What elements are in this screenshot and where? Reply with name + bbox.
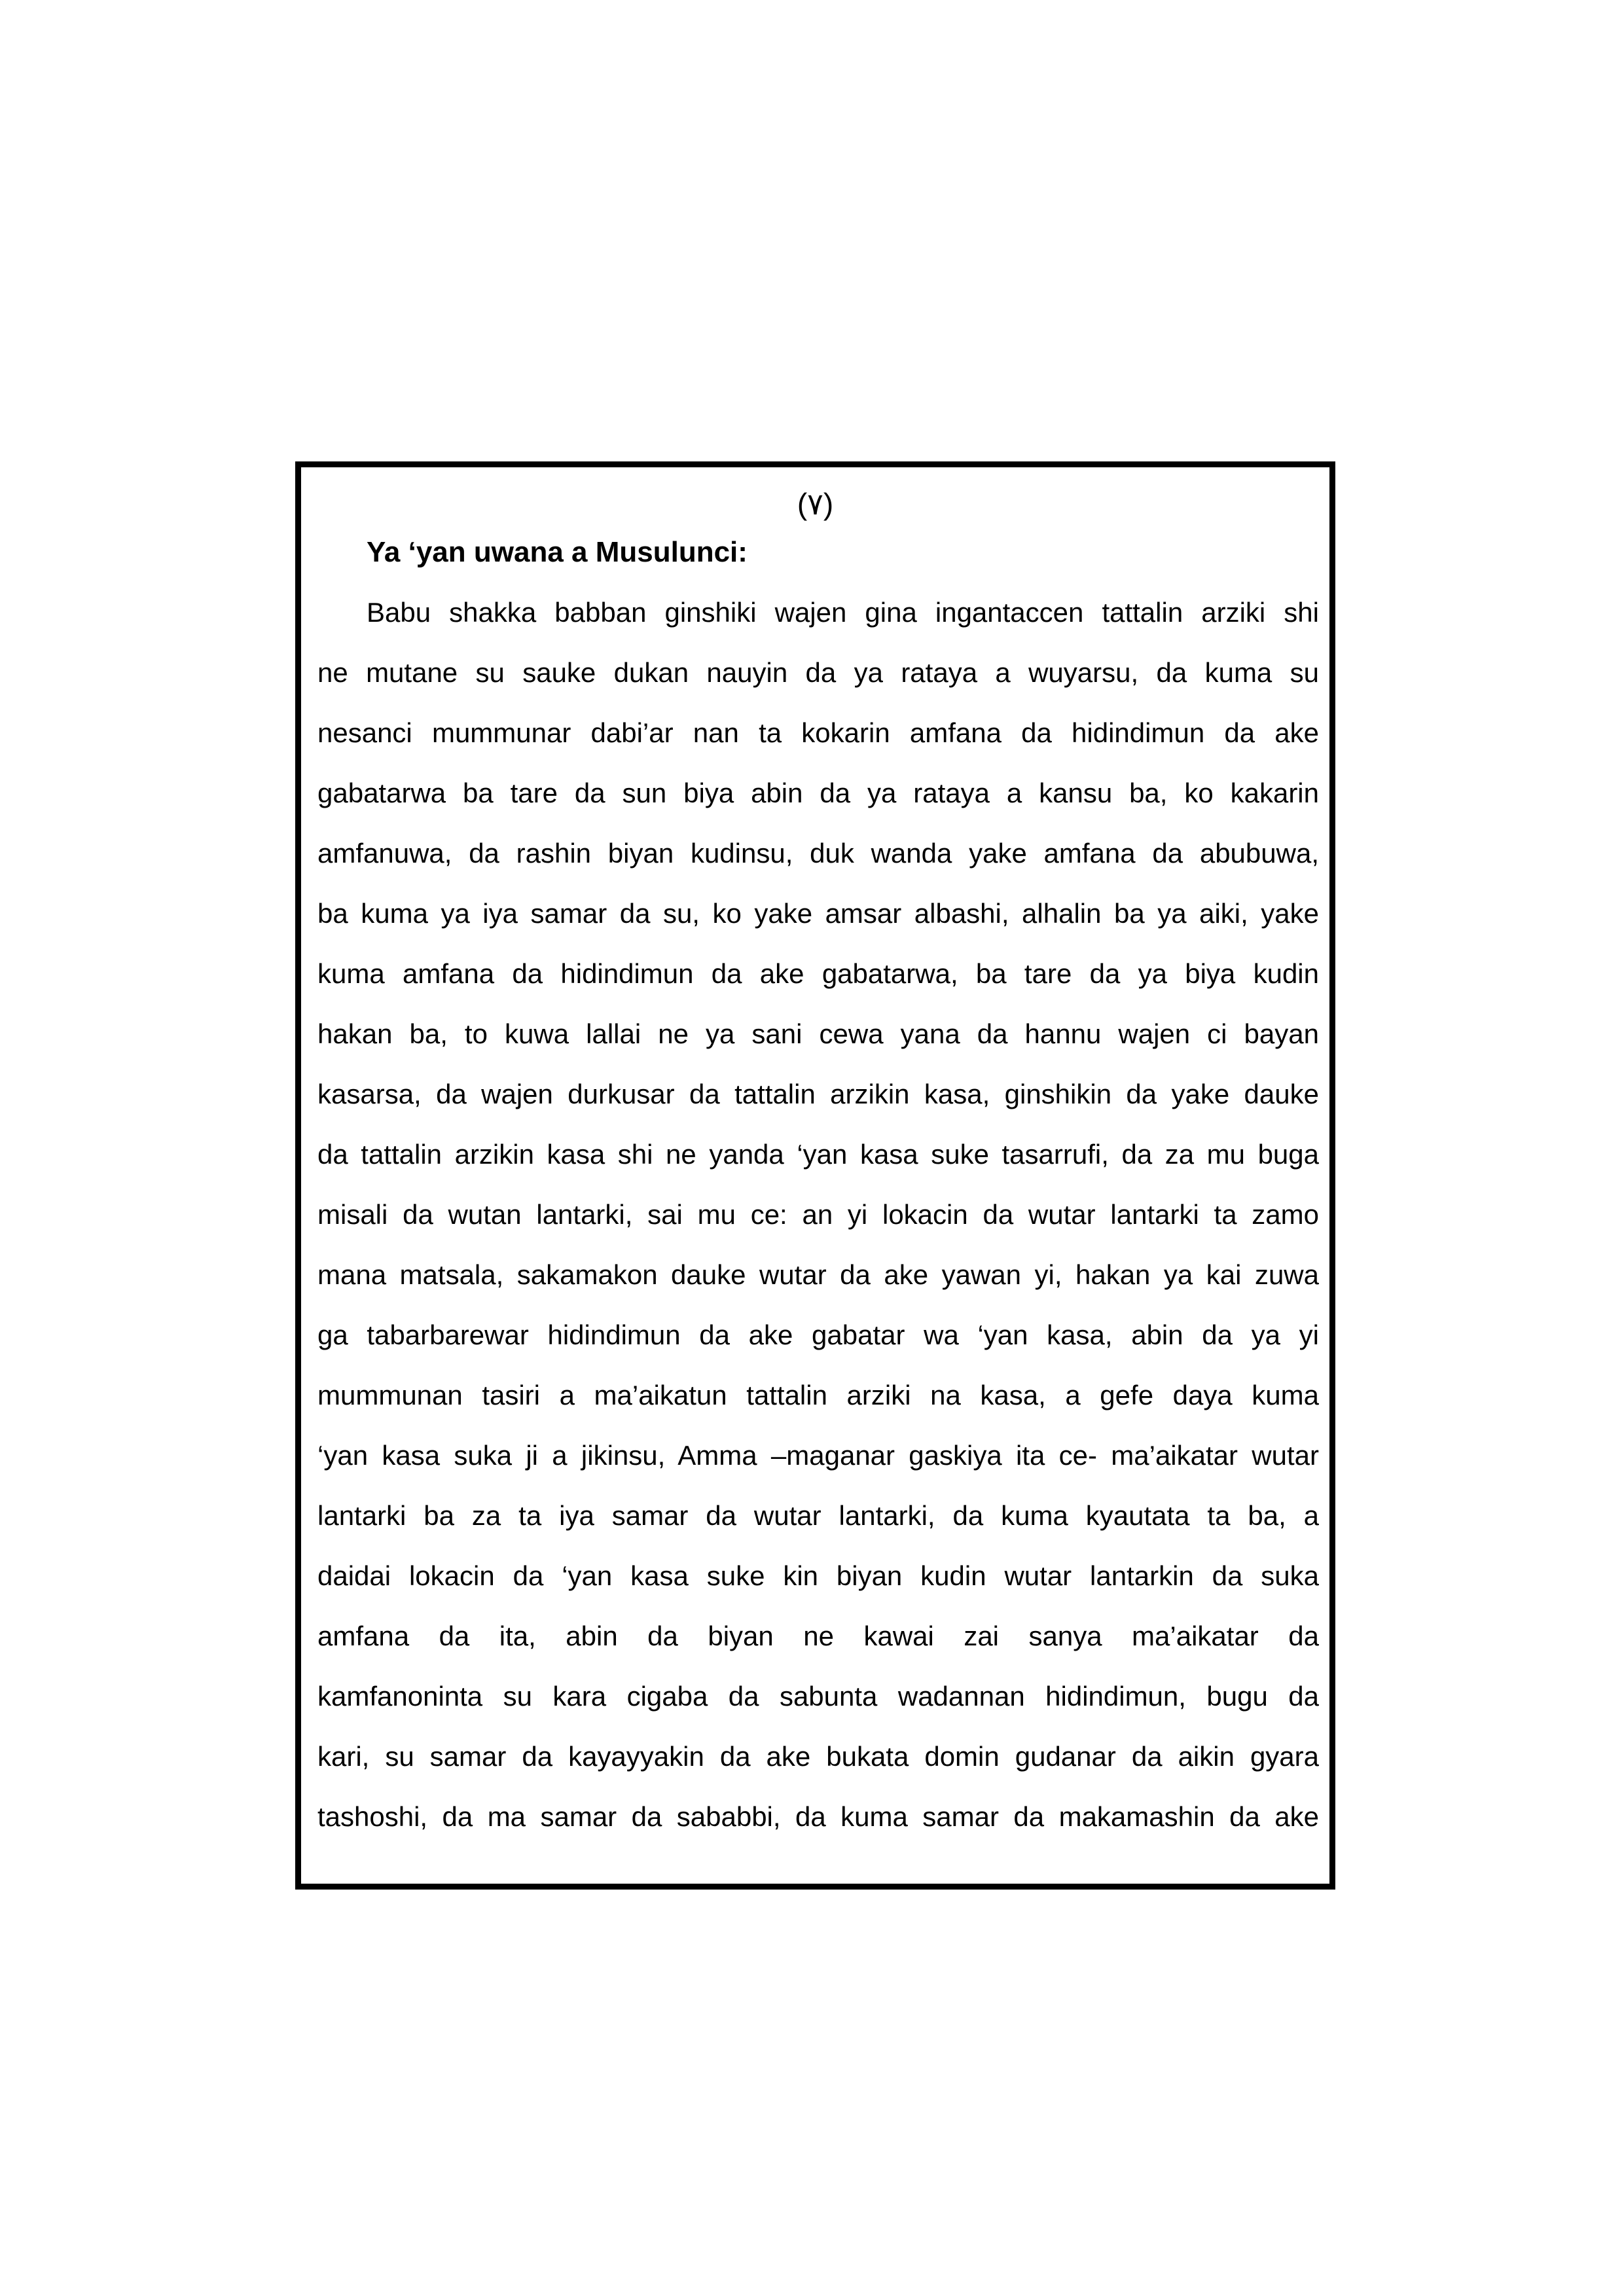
paragraph-line: mummunan tasiri a ma’aikatun tattalin arziki na kasa, a gefe daya kuma xyxy=(317,1380,1319,1410)
paragraph-line: kari, su samar da kayayyakin da ake bukata domin gudanar da aikin gyara xyxy=(317,1741,1319,1772)
paragraph-line: da tattalin arzikin kasa shi ne yanda ‘yan kasa suke tasarrufi, da za mu buga xyxy=(317,1139,1319,1170)
section-heading: Ya ‘yan uwana a Musulunci: xyxy=(367,536,748,568)
paragraph-line: hakan ba, to kuwa lallai ne ya sani cewa yana da hannu wajen ci bayan xyxy=(317,1018,1319,1049)
paragraph-line: misali da wutan lantarki, sai mu ce: an yi lokacin da wutar lantarki ta zamo xyxy=(317,1199,1319,1230)
page-frame xyxy=(295,461,1335,1890)
paragraph-line: kasarsa, da wajen durkusar da tattalin arzikin kasa, ginshikin da yake dauke xyxy=(317,1079,1319,1109)
paragraph-line: ‘yan kasa suka ji a jikinsu, Amma –maganar gaskiya ita ce- ma’aikatar wutar xyxy=(317,1440,1319,1471)
paragraph-line: tashoshi, da ma samar da sababbi, da kuma samar da makamashin da ake xyxy=(317,1801,1319,1832)
paragraph-line: mana matsala, sakamakon dauke wutar da ake yawan yi, hakan ya kai zuwa xyxy=(317,1259,1319,1290)
paragraph-line: kuma amfana da hidindimun da ake gabatarwa, ba tare da ya biya kudin xyxy=(317,958,1319,989)
paragraph-line: daidai lokacin da ‘yan kasa suke kin biyan kudin wutar lantarkin da suka xyxy=(317,1560,1319,1591)
paragraph-line: ba kuma ya iya samar da su, ko yake amsar albashi, alhalin ba ya aiki, yake xyxy=(317,898,1319,929)
paragraph-line: nesanci mummunar dabi’ar nan ta kokarin amfana da hidindimun da ake xyxy=(317,717,1319,748)
paragraph-line: kamfanoninta su kara cigaba da sabunta wadannan hidindimun, bugu da xyxy=(317,1681,1319,1712)
paragraph-line: amfana da ita, abin da biyan ne kawai zai sanya ma’aikatar da xyxy=(317,1621,1319,1651)
paragraph-line: Babu shakka babban ginshiki wajen gina ingantaccen tattalin arziki shi xyxy=(367,597,1319,628)
page-number: (٧) xyxy=(797,487,834,521)
body-paragraph xyxy=(317,593,1319,1857)
paragraph-line: ga tabarbarewar hidindimun da ake gabatar wa ‘yan kasa, abin da ya yi xyxy=(317,1319,1319,1350)
paragraph-line: ne mutane su sauke dukan nauyin da ya rataya a wuyarsu, da kuma su xyxy=(317,657,1319,688)
paragraph-line: amfanuwa, da rashin biyan kudinsu, duk wanda yake amfana da abubuwa, xyxy=(317,838,1319,869)
paragraph-line: gabatarwa ba tare da sun biya abin da ya rataya a kansu ba, ko kakarin xyxy=(317,778,1319,808)
paragraph-line: lantarki ba za ta iya samar da wutar lantarki, da kuma kyautata ta ba, a xyxy=(317,1500,1319,1531)
